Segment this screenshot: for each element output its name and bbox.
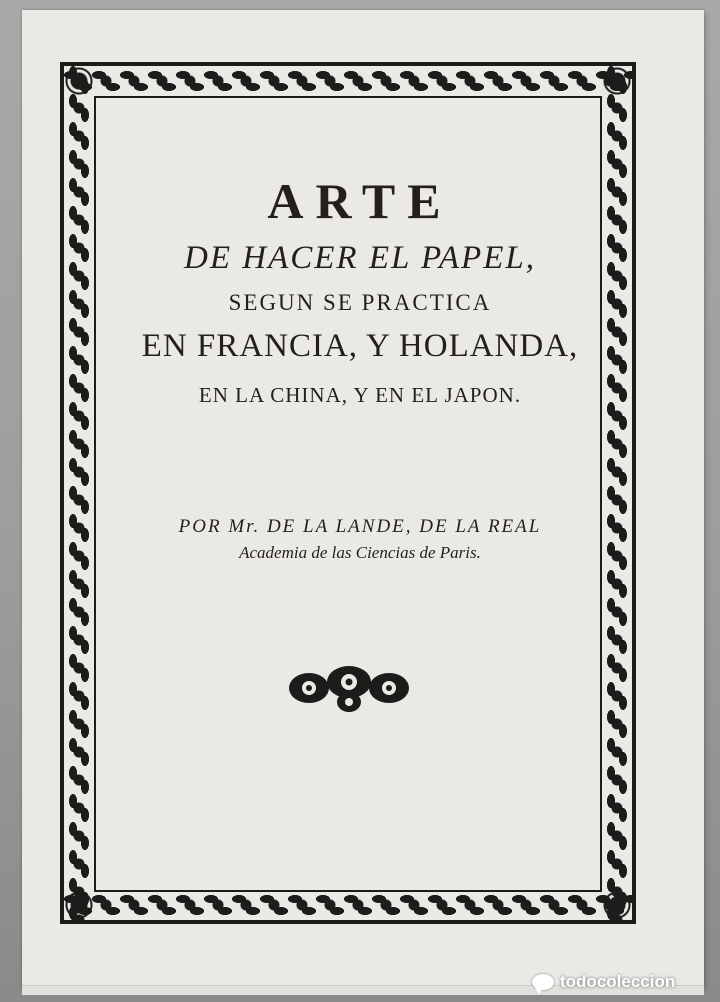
academy-line: Academia de las Ciencias de Paris.: [239, 543, 481, 562]
watermark-text: todocoleccion: [560, 972, 676, 991]
decorative-border-top-icon: [64, 66, 632, 96]
corner-ornament-icon: [602, 66, 632, 96]
subtitle-segun: SEGUN SE PRACTICA: [228, 290, 492, 315]
author-line: POR Mr. DE LA LANDE, DE LA REAL: [178, 516, 542, 537]
title-arte: ARTE: [267, 173, 453, 229]
corner-ornament-icon: [602, 890, 632, 920]
subtitle-francia-holanda: EN FRANCIA, Y HOLANDA,: [141, 328, 579, 364]
floral-scroll-ornament-icon: [287, 662, 411, 716]
decorative-border-bottom-icon: [64, 890, 632, 920]
subtitle-china-japon: EN LA CHINA, Y EN EL JAPON.: [198, 383, 522, 407]
watermark: [532, 972, 675, 992]
speech-bubble-logo-icon: [532, 974, 554, 990]
corner-ornament-icon: [64, 66, 94, 96]
decorative-border-left-icon: [64, 66, 94, 920]
corner-ornament-icon: [64, 890, 94, 920]
title-hacer-papel: DE HACER EL PAPEL,: [184, 240, 536, 276]
